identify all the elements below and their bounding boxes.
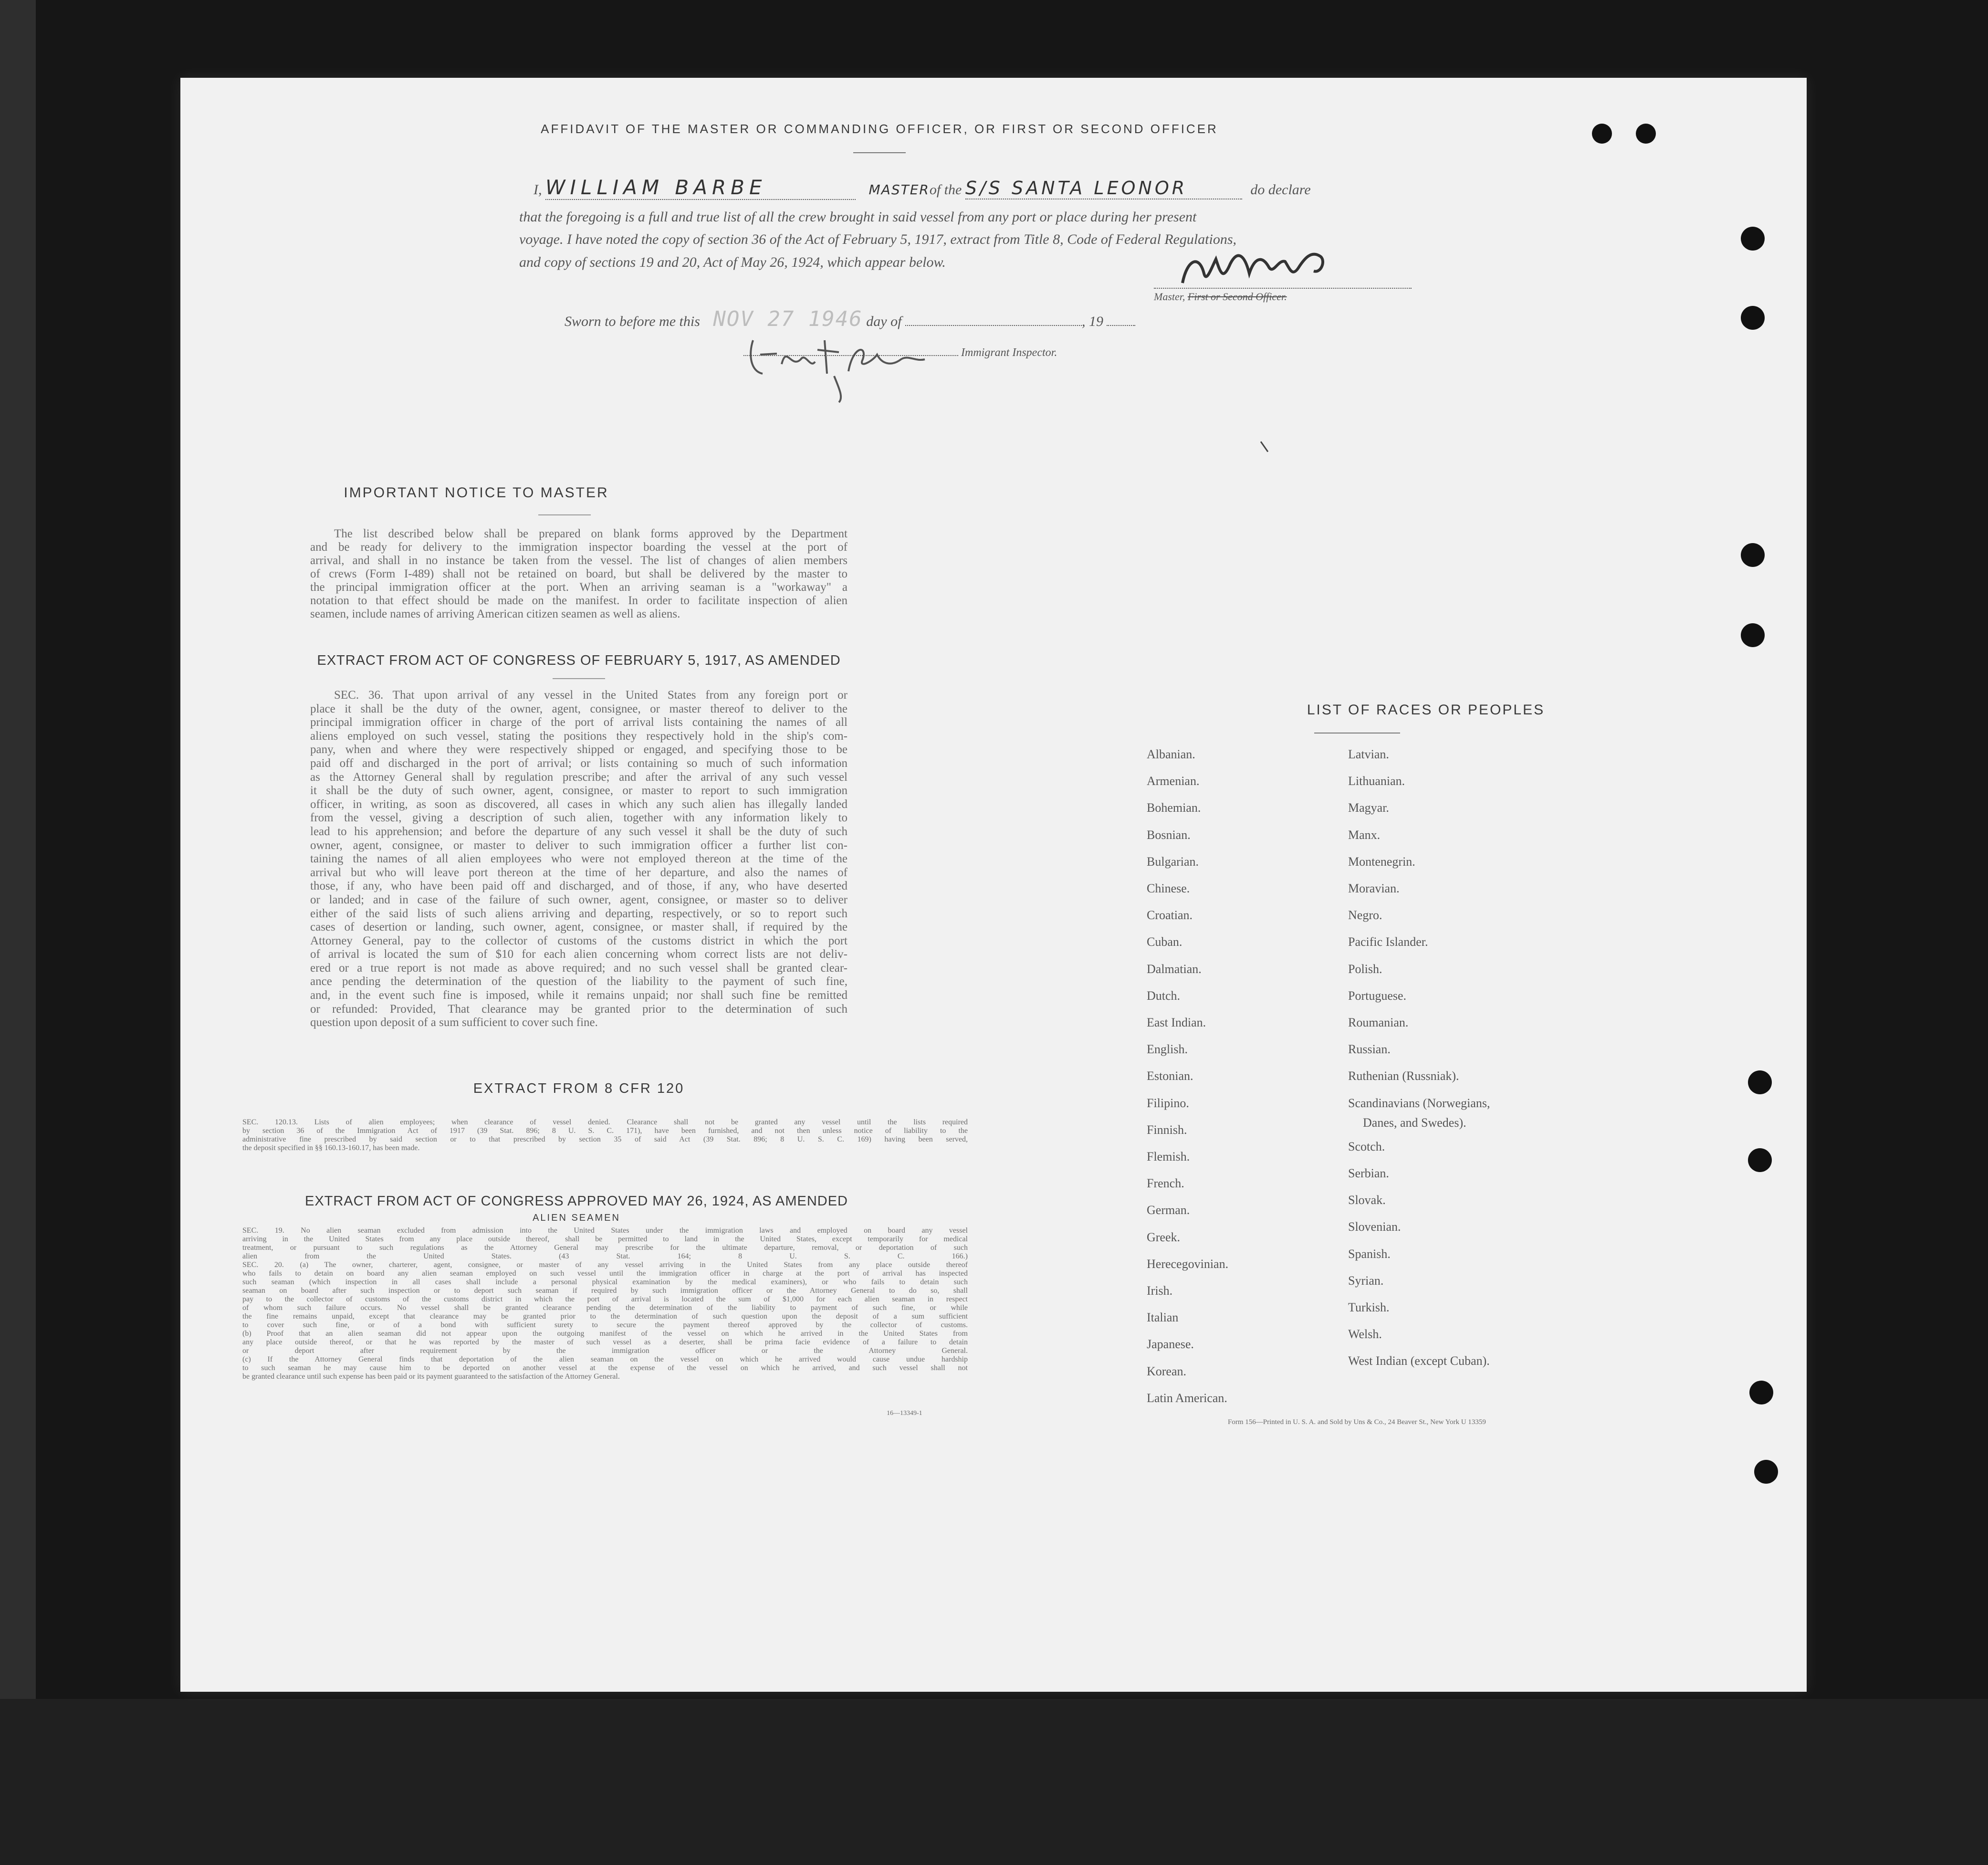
- extract-1917-line: arrival but who will leave port thereon at the time of her departure, and also the names of: [310, 866, 848, 879]
- race-item: Spanish.: [1348, 1247, 1391, 1261]
- extract-1924-line: seaman on board after such inspection or to deport such seaman if required by such immigration officer or the Attorney General to do so, shall: [242, 1287, 968, 1295]
- notice-body: [310, 527, 848, 621]
- race-item: Croatian.: [1147, 908, 1193, 922]
- race-item: Greek.: [1147, 1230, 1181, 1244]
- vessel-name: S/S SANTA LEONOR: [965, 178, 1242, 199]
- notice-line: The list described below shall be prepared on blank forms approved by the Department: [334, 527, 848, 540]
- race-item: Ruthenian (Russniak).: [1348, 1069, 1459, 1083]
- extract-1924-line: SEC. 19. No alien seaman excluded from admission into the United States under the immigration laws and employed on board any vessel: [242, 1226, 968, 1235]
- extract-1917-line: taining the names of all alien employees who were not employed thereon at the time of the: [310, 852, 848, 866]
- master-rank: MASTER: [868, 182, 930, 198]
- cfr-line: by section 36 of the Immigration Act of 1917 (39 Stat. 896; 8 U. S. C. 171), have been furnished, and not then unless notice of liability to the: [242, 1127, 968, 1135]
- notice-rule: [538, 514, 591, 515]
- race-item: East Indian.: [1147, 1016, 1206, 1029]
- affidavit-title: AFFIDAVIT OF THE MASTER OR COMMANDING OFFICER, OR FIRST OR SECOND OFFICER: [541, 122, 1218, 136]
- notice-line: seamen, include names of arriving American citizen seamen as well as aliens.: [310, 608, 680, 620]
- notice-line: notation to that effect should be made on the manifest. In order to facilitate inspection of alien: [310, 594, 848, 607]
- extract-1924-line: be granted clearance until such expense has been paid or its payment guaranteed to the satisfaction of the Attorney General.: [242, 1373, 620, 1381]
- inspector-label: Immigrant Inspector.: [961, 346, 1057, 359]
- extract-1917-line: pany, when and where they were respectively shipped or engaged, and specifying those to be: [310, 743, 848, 756]
- race-item: Estonian.: [1147, 1069, 1193, 1083]
- punch-hole: [1741, 306, 1765, 330]
- extract-1917-line: and, in the event such fine is imposed, while it remains unpaid; nor shall such fine be remitted: [310, 989, 848, 1002]
- race-item: Montenegrin.: [1348, 854, 1415, 869]
- extract-1924-line: alien from the United States. (43 Stat. 164; 8 U. S. C. 166.): [242, 1252, 968, 1260]
- i-label: I,: [534, 182, 542, 198]
- extract-1924-line: treatment, or pursuant to such regulations as the Attorney General may prescribe for the ultimate departure, removal, or deportation of such: [242, 1244, 968, 1252]
- extract-1924-line: any place outside thereof, or that he was reported by the master of such vessel as a deserter, shall be prima facie evidence of a failure to detain: [242, 1338, 968, 1346]
- races-title: LIST OF RACES OR PEOPLES: [1307, 702, 1545, 718]
- race-item: Scotch.: [1348, 1139, 1385, 1153]
- inspector-line: [743, 346, 1057, 359]
- extract-1924-line: to cover such fine, or of a bond with sufficient surety to secure the payment thereof approved by the collector of customs.: [242, 1321, 968, 1329]
- extract-1917-line: of arrival is located the sum of $10 for each alien concerning whom correct lists are not deliv-: [310, 948, 848, 961]
- extract-1917-line: owner, agent, consignee, or master to deliver to such immigration officer a further list con-: [310, 838, 848, 852]
- sworn-label: Sworn to before me this: [565, 314, 700, 329]
- title-rule: [853, 152, 906, 153]
- extract-1917-line: paid off and discharged in the port of arrival; or lists containing so much of such information: [310, 756, 848, 770]
- cfr-line: SEC. 120.13. Lists of alien employees; when clearance of vessel denied. Clearance shall not be granted any vessel until the lists required: [242, 1118, 968, 1126]
- race-item: Negro.: [1348, 908, 1382, 922]
- extract-1917-line: ance pending the determination of the question of the liability to the payment of such fine,: [310, 975, 848, 988]
- extract-1924-line: SEC. 20. (a) The owner, charterer, agent, consignee, or master of any vessel arriving in the United States from any place outside thereof: [242, 1261, 968, 1269]
- master-name: WILLIAM BARBE: [545, 176, 856, 200]
- race-item: Japanese.: [1147, 1337, 1194, 1352]
- punch-hole: [1741, 227, 1765, 251]
- punch-hole: [1749, 1381, 1773, 1404]
- notice-line: and be ready for delivery to the immigration inspector boarding the vessel at the port of: [310, 541, 848, 554]
- document-page: [180, 78, 1807, 1692]
- of-the-label: of the: [929, 182, 962, 198]
- race-item: Pacific Islander.: [1348, 935, 1428, 949]
- race-item: Syrian.: [1348, 1273, 1384, 1288]
- race-item: Bosnian.: [1147, 828, 1191, 842]
- extract-1917-line: question upon deposit of a sum sufficient to cover such fine.: [310, 1016, 598, 1029]
- race-item: English.: [1147, 1042, 1188, 1057]
- extract-1917-line: either of the said lists of such aliens arriving and departing, respectively, or so to report such: [310, 907, 848, 920]
- race-item: Filipino.: [1147, 1096, 1189, 1110]
- race-item: Scandinavians (Norwegians,: [1348, 1096, 1490, 1110]
- punch-hole: [1636, 124, 1656, 144]
- notice-line: the principal immigration officer at the port. When an arriving seaman is a "workaway" a: [310, 581, 848, 594]
- stray-mark: [1260, 441, 1268, 452]
- race-item: Dutch.: [1147, 988, 1181, 1003]
- cfr-line: the deposit specified in §§ 160.13-160.17, has been made.: [242, 1144, 420, 1152]
- extract-1917-line: lead to his apprehension; and before the departure of any such vessel it shall be the duty of such: [310, 825, 848, 838]
- notice-line: of crews (Form I-489) shall not be retained on board, but shall be delivered by the master to: [310, 567, 848, 580]
- race-item: Latin American.: [1147, 1391, 1227, 1405]
- cfr-line: administrative fine prescribed by said section or to that prescribed by section 35 of said Act (39 Stat. 896; 8 U. S. C. 169) having been served,: [242, 1135, 968, 1143]
- extract-1917-rule: [553, 678, 605, 679]
- punch-hole: [1741, 623, 1765, 647]
- race-item: Roumanian.: [1348, 1016, 1409, 1029]
- race-item: Armenian.: [1147, 774, 1200, 788]
- extract-1917-line: or landed; and in case of the failure of such owner, agent, consignee, or master so to deliver: [310, 893, 848, 906]
- race-item: Dalmatian.: [1147, 962, 1202, 976]
- extract-1924-title: EXTRACT FROM ACT OF CONGRESS APPROVED MAY 26, 1924, AS AMENDED: [305, 1194, 848, 1209]
- notice-line: arrival, and shall in no instance be taken from the vessel. The list of changes of alien members: [310, 554, 848, 567]
- punch-hole: [1748, 1070, 1772, 1094]
- extract-1924-line: arriving in the United States from any place outside thereof, shall be permitted to land in the United States, except temporarily for medical: [242, 1235, 968, 1243]
- race-item: Lithuanian.: [1348, 774, 1405, 788]
- extract-1917-line: ered or a true report is not made as above required; and no such vessel shall be granted clear-: [310, 961, 848, 974]
- extract-1924-line: to such seaman he may cause him to be deported on another vessel at the expense of the vessel on which he arrived, and such vessel shall not: [242, 1364, 968, 1372]
- race-item: Bulgarian.: [1147, 854, 1199, 869]
- race-item: Latvian.: [1348, 747, 1389, 761]
- year-blank: [1107, 325, 1135, 326]
- extract-1917-line: those, if any, who have been paid off and discharged, and of those, if any, who have deserted: [310, 880, 848, 893]
- race-item: Herecegovinian.: [1147, 1257, 1229, 1271]
- race-item: West Indian (except Cuban).: [1348, 1354, 1490, 1368]
- scan-border-bottom: [0, 1699, 1988, 1865]
- race-item: French.: [1147, 1176, 1184, 1191]
- extract-1917-line: principal immigration officer in charge of the port of arrival lists containing the names of all: [310, 716, 848, 729]
- declaration-line-4: and copy of sections 19 and 20, Act of May 26, 1924, which appear below.: [519, 254, 946, 270]
- punch-hole: [1748, 1148, 1772, 1172]
- form-code: 16—13349-1: [887, 1410, 922, 1417]
- extract-1917-line: officer, in writing, as soon as discovered, all cases in which any such alien has illegally landed: [310, 797, 848, 811]
- cfr-body: [242, 1118, 968, 1153]
- extract-1917-line: as the Attorney General shall by regulation prescribe; and after the arrival of any such vessel: [310, 770, 848, 784]
- extract-1917-line: SEC. 36. That upon arrival of any vessel in the United States from any foreign port or: [334, 689, 848, 702]
- race-item: Finnish.: [1147, 1122, 1187, 1137]
- extract-1924-line: pay to the collector of customs of the customs district in which the port of arrival is located the sum of $1,000 for each alien seaman in respect: [242, 1295, 968, 1303]
- race-col2-extra: Danes, and Swedes).: [1363, 1116, 1466, 1130]
- date-stamp: NOV 27 1946: [713, 307, 863, 331]
- master-officer-label: Master, First or Second Officer.: [1154, 288, 1412, 303]
- printer-footer: Form 156—Printed in U. S. A. and Sold by Uns & Co., 24 Beaver St., New York U 13359: [1228, 1418, 1486, 1426]
- race-item: Italian: [1147, 1310, 1179, 1325]
- extract-1917-line: from the vessel, giving a description of such alien, together with any information likely to: [310, 811, 848, 825]
- year-label: , 19: [1081, 314, 1103, 329]
- extract-1917-body: [310, 689, 848, 1030]
- extract-1924-line: such seaman (which inspection in all cases shall include a personal physical examination by the medical examiners), or who fails to detain such: [242, 1278, 968, 1286]
- extract-1917-title: EXTRACT FROM ACT OF CONGRESS OF FEBRUARY 5, 1917, AS AMENDED: [317, 653, 841, 668]
- extract-1924-subtitle: ALIEN SEAMEN: [533, 1213, 620, 1223]
- race-item: Flemish.: [1147, 1150, 1190, 1163]
- extract-1917-line: place it shall be the duty of the owner, agent, consignee, or master thereof to deliver to the: [310, 702, 848, 715]
- day-of-label: day of: [866, 314, 902, 329]
- extract-1924-line: (b) Proof that an alien seaman did not appear upon the outgoing manifest of the vessel on which he arrived in the United States from: [242, 1330, 968, 1338]
- race-item: Turkish.: [1348, 1300, 1390, 1314]
- punch-hole: [1754, 1460, 1778, 1484]
- race-item: Moravian.: [1348, 881, 1400, 895]
- extract-1924-line: or deport after requirement by the immigration officer or the Attorney General.: [242, 1347, 968, 1355]
- race-item: Bohemian.: [1147, 801, 1201, 815]
- extract-1924-body: [242, 1226, 968, 1381]
- notice-title: IMPORTANT NOTICE TO MASTER: [344, 485, 609, 501]
- race-item: Portuguese.: [1348, 988, 1407, 1003]
- race-item: Korean.: [1147, 1364, 1187, 1378]
- extract-1917-line: Attorney General, pay to the collector of customs of the customs district in which the port: [310, 934, 848, 947]
- race-item: German.: [1147, 1203, 1190, 1217]
- inspector-blank: [743, 355, 958, 356]
- race-item: Polish.: [1348, 962, 1382, 976]
- extract-1917-line: it shall be the duty of such owner, agent, consignee, or master to report to such immigration: [310, 784, 848, 797]
- race-item: Slovak.: [1348, 1193, 1386, 1207]
- punch-hole: [1592, 124, 1612, 144]
- race-item: Russian.: [1348, 1042, 1391, 1057]
- do-declare-label: do declare: [1250, 182, 1311, 198]
- race-item: Chinese.: [1147, 881, 1190, 895]
- race-item: Slovenian.: [1348, 1220, 1401, 1234]
- extract-1924-line: the fine remains unpaid, except that clearance may be granted prior to the determination of such question upon the deposit of a sum sufficient: [242, 1312, 968, 1320]
- extract-1917-line: cases of desertion or landing, such owner, agent, consignee, or master shall, if required by the: [310, 921, 848, 934]
- race-item: Magyar.: [1348, 801, 1389, 815]
- declaration-line-3: voyage. I have noted the copy of section 36 of the Act of February 5, 1917, extract from Title 8, Code of Federal Regulations,: [519, 231, 1237, 247]
- extract-1917-line: or refunded: Provided, That clearance may be granted prior to the determination of such: [310, 1002, 848, 1016]
- race-item: Serbian.: [1348, 1166, 1389, 1180]
- race-item: Manx.: [1348, 828, 1381, 842]
- race-item: Welsh.: [1348, 1327, 1382, 1341]
- race-item: Irish.: [1147, 1284, 1173, 1298]
- punch-hole: [1741, 543, 1765, 567]
- scan-border-left: [0, 0, 36, 1865]
- cfr-title: EXTRACT FROM 8 CFR 120: [473, 1081, 685, 1096]
- extract-1924-line: of whom such failure occurs. No vessel shall be granted clearance pending the determination of the liability to payment of such fine, or while: [242, 1304, 968, 1312]
- race-item: Albanian.: [1147, 747, 1195, 761]
- race-item: Cuban.: [1147, 935, 1182, 949]
- extract-1924-line: who fails to detain on board any alien seaman employed on such vessel until the immigration officer in charge at the port of arrival has inspected: [242, 1269, 968, 1278]
- extract-1924-line: (c) If the Attorney General finds that deportation of the alien seaman on the vessel on which he arrived would cause undue hardship: [242, 1355, 968, 1363]
- extract-1917-line: aliens employed on such vessel, stating the positions they respectively hold in the ship's com-: [310, 729, 848, 743]
- declaration-line-1: [534, 176, 1311, 200]
- declaration-line-2: that the foregoing is a full and true list of all the crew brought in said vessel from any port or place during her present: [519, 209, 1197, 225]
